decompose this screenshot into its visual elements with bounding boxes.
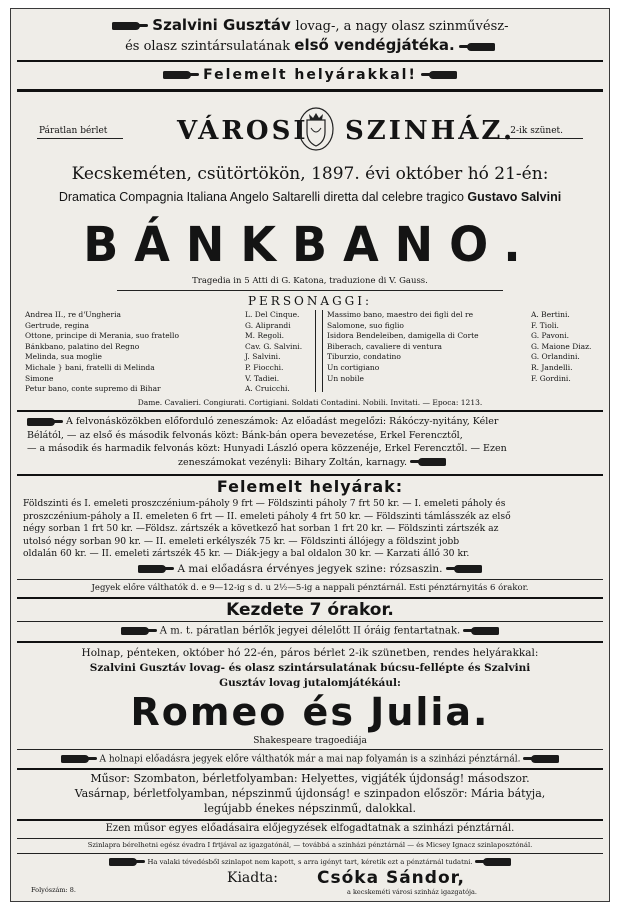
publisher-name: Csóka Sándor, bbox=[317, 868, 465, 888]
subscribers-text: A m. t. páratlan bérlők jegyei délelőtt II óráig fentartatnak. bbox=[159, 625, 461, 637]
header-name: Szalvini Gusztáv bbox=[152, 16, 291, 34]
divider bbox=[117, 290, 503, 291]
divider bbox=[17, 838, 603, 839]
cast-role: Petur bano, conte supremo di Bihar bbox=[25, 384, 161, 394]
date-line: Kecskeméten, csütörtökön, 1897. évi október hó 21-én: bbox=[71, 164, 549, 184]
tomorrow-advance bbox=[17, 753, 603, 765]
footer-line-1: Ezen műsor egyes előadásaira előjegyzések elfogadtatnak a szinházi pénztárnál. bbox=[105, 823, 515, 834]
cast-row bbox=[327, 352, 605, 363]
music-line-3: — a második és harmadik felvonás közt: Hunyadi László opera közzenéje, Erkel Ferencztől. — Ezen bbox=[27, 443, 507, 454]
tomorrow-advance-text: A holnapi előadásra jegyek előre válthatók már a mai nap folyamán is a szinházi pénztárnál. bbox=[99, 754, 521, 765]
play-subtitle: Tragedia in 5 Atti di G. Katona, traduzione di V. Gauss. bbox=[192, 276, 428, 286]
prices-banner-text: Felemelt helyárakkal! bbox=[203, 67, 417, 83]
company-text: Dramatica Compagnia Italiana Angelo Saltarelli diretta dal celebre tragico bbox=[58, 190, 464, 204]
pointing-hand-icon bbox=[523, 753, 559, 765]
divider bbox=[37, 138, 123, 139]
music-line-1 bbox=[27, 415, 597, 429]
price-line: oldalán 60 kr. — II. emeleti zártszék 45 kr. — Diák-jegy a bal oldalon 30 kr. — Karzati álló 30 kr. bbox=[23, 548, 470, 560]
ticket-color-line bbox=[17, 563, 603, 575]
company-star: Gustavo Salvini bbox=[467, 190, 562, 204]
left-note: Páratlan bérlet bbox=[39, 126, 108, 136]
cast-actor: M. Regoli. bbox=[245, 331, 285, 341]
header-line-1 bbox=[17, 16, 603, 36]
music-text-4: zeneszámokat vezényli: Bihary Zoltán, karnagy. bbox=[177, 456, 407, 468]
music-line-4 bbox=[27, 456, 597, 470]
header-line1-rest: lovag-, a nagy olasz szinművész- bbox=[295, 19, 509, 34]
cast-row bbox=[327, 321, 605, 332]
tomorrow-line-3: Gusztáv lovag jutalomjátékául: bbox=[219, 677, 401, 689]
cast-role: Bánkbano, palatino del Regno bbox=[25, 341, 140, 351]
divider bbox=[17, 597, 603, 599]
personaggi-extras: Dame. Cavalieri. Congiurati. Cortigiani. Soldati Contadini. Nobili. Invitati. — Epoca: 1213. bbox=[137, 398, 483, 407]
header-line2-bold: első vendégjátéka. bbox=[294, 36, 455, 54]
price-line: proszczénium-páholy a II. emeleten 6 frt — II. emeleti páholy 4 frt 50 kr. — Földszinti támlásszék az első bbox=[23, 510, 511, 522]
divider bbox=[17, 474, 603, 476]
pointing-hand-icon bbox=[459, 41, 495, 53]
pointing-hand-icon bbox=[112, 20, 148, 32]
cast-role: Un cortigiano bbox=[327, 362, 380, 372]
pointing-hand-icon bbox=[138, 563, 174, 575]
pointing-hand-icon bbox=[463, 625, 499, 637]
pointing-hand-icon bbox=[421, 69, 457, 81]
program-block bbox=[21, 771, 599, 816]
cast-row bbox=[327, 310, 605, 321]
tomorrow-line-1: Holnap, pénteken, október hó 22-én, páros bérlet 2-ik szünetben, rendes helyárakkal: bbox=[81, 647, 539, 659]
subscribers-line bbox=[17, 625, 603, 637]
music-line-2: Bélától, — az első és második felvonás közt: Bánk-bán opera bevezetése, Erkel Ferencztől, bbox=[27, 429, 463, 441]
cast-row bbox=[327, 363, 605, 374]
cast-role: Massimo bano, maestro dei figli del re bbox=[327, 310, 474, 319]
cast-actor: J. Salvini. bbox=[245, 352, 281, 362]
cast-actor: F. Tioli. bbox=[531, 320, 559, 330]
start-time: Kezdete 7 órakor. bbox=[226, 600, 394, 620]
cast-actor: G. Aliprandi bbox=[245, 320, 291, 330]
price-line: utolsó négy sorban 90 kr. — II. emeleti erkélyszék 75 kr. — Földszinti állójegy a földszint jobb bbox=[23, 535, 460, 547]
divider bbox=[17, 641, 603, 643]
program-line-3: legújabb énekes népszinmű, dalokkal. bbox=[204, 802, 416, 815]
cast-role: Simone bbox=[25, 373, 54, 383]
tomorrow-title: Romeo és Julia. bbox=[130, 690, 490, 734]
pointing-hand-icon bbox=[121, 625, 157, 637]
pointing-hand-icon bbox=[61, 753, 97, 765]
playbill bbox=[17, 14, 603, 896]
footer-line-2: Szinlapra bérelhetni egész évadra I frtjával az igazgatónál, — továbbá a szinházi pénztárnál — és Micsey Ignacz szinlaposztónál. bbox=[87, 841, 533, 849]
prices-block bbox=[23, 498, 599, 561]
music-text-1: A felvonásközökben előforduló zeneszámok: Az előadást megelőzi: Rákóczy-nyitány, Kéler bbox=[66, 416, 499, 427]
cast-left bbox=[25, 310, 315, 395]
cast-role: Salomone, suo figlio bbox=[327, 320, 404, 330]
cast-actor: A. Cruicchi. bbox=[245, 384, 290, 394]
cast-role: Tiburzio, condatino bbox=[327, 352, 401, 362]
personaggi-heading: PERSONAGGI: bbox=[247, 294, 373, 308]
company-line bbox=[17, 190, 603, 204]
price-line: négy sorban 1 frt 50 kr. —Földsz. zártszék a következő hat sorban 1 frt 20 kr. — Földszinti zártszék az bbox=[23, 523, 499, 535]
crest-icon bbox=[297, 106, 335, 152]
cast-row bbox=[327, 342, 605, 353]
pointing-hand-icon bbox=[163, 69, 199, 81]
cast-role: Isidora Bendeleiben, damigella di Corte bbox=[327, 331, 479, 341]
divider bbox=[17, 410, 603, 412]
cast-actor: R. Jandelli. bbox=[531, 362, 573, 372]
price-line: Földszinti és I. emeleti proszczénium-páholy 9 frt — Földszinti páholy 7 frt 50 kr. — I. emeleti páholy és bbox=[23, 498, 506, 509]
cast-actor: V. Tadiei. bbox=[245, 373, 280, 383]
right-note: 2-ik szünet. bbox=[510, 126, 563, 136]
cast-row bbox=[25, 310, 315, 321]
divider bbox=[17, 579, 603, 580]
divider bbox=[17, 89, 603, 92]
cast-role: Michale } bani, fratelli di Melinda bbox=[25, 362, 155, 372]
cast-actor: L. Del Cinque. bbox=[245, 310, 300, 319]
footer-line-3 bbox=[17, 856, 603, 868]
divider bbox=[17, 819, 603, 821]
cast-row bbox=[25, 384, 315, 395]
cast-actor: G. Orlandini. bbox=[531, 352, 580, 362]
header-line-2 bbox=[17, 36, 603, 56]
pointing-hand-icon bbox=[410, 456, 446, 468]
theatre-name-left: VÁROSI bbox=[177, 116, 309, 146]
theatre-name-right: SZINHÁZ. bbox=[345, 116, 515, 146]
cast-row bbox=[25, 342, 315, 353]
cast-actor: G. Maione Diaz. bbox=[531, 341, 592, 351]
divider bbox=[17, 768, 603, 770]
advance-sales: Jegyek előre válthatók d. e 9—12-ig s d. u 2½—5-ig a nappali pénztárnál. Esti pénztárnyitás 6 órakor. bbox=[91, 583, 529, 593]
cast-actor: P. Fiocchi. bbox=[245, 362, 284, 372]
program-line-2: Vasárnap, bérletfolyamban, népszinmű újdonság! e szinpadon először: Mária bátyja, bbox=[74, 787, 546, 800]
pointing-hand-icon bbox=[109, 856, 145, 868]
tomorrow-line-2: Szalvini Gusztáv lovag- és olasz szintársulatának búcsu-fellépte és Szalvini bbox=[89, 662, 531, 674]
playbill-frame bbox=[10, 8, 610, 902]
pointing-hand-icon bbox=[27, 416, 63, 428]
footer-line3-text: Ha valaki tévedésből szinlapot nem kapott, s arra igényt tart, kéretik ezt a pénztárnál tudatni. bbox=[147, 858, 473, 866]
divider bbox=[17, 853, 603, 854]
cast-actor: Cav. G. Salvini. bbox=[245, 341, 303, 351]
column-divider bbox=[315, 310, 323, 392]
prices-heading: Felemelt helyárak: bbox=[216, 477, 404, 496]
cast-actor: G. Pavoni. bbox=[531, 331, 570, 341]
cast-row bbox=[327, 374, 605, 385]
cast-actor: F. Gordini. bbox=[531, 373, 571, 383]
header-line2-pre: és olasz szintársulatának bbox=[125, 39, 291, 54]
cast-row bbox=[25, 363, 315, 374]
divider bbox=[17, 749, 603, 750]
publisher-label: Kiadta: bbox=[227, 870, 278, 886]
cast-row bbox=[25, 331, 315, 342]
program-line-1: Műsor: Szombaton, bérletfolyamban: Helyettes, vigjáték újdonság! másodszor. bbox=[90, 772, 530, 785]
prices-banner bbox=[17, 66, 603, 84]
cast-role: Biberach, cavaliere di ventura bbox=[327, 341, 443, 351]
pointing-hand-icon bbox=[446, 563, 482, 575]
publisher-title: a kecskeméti városi szinház igazgatója. bbox=[347, 888, 477, 896]
cast-row bbox=[327, 331, 605, 342]
cast-role: Gertrude, regina bbox=[25, 320, 89, 330]
ticket-color-text: A mai előadásra érvényes jegyek szine: rózsaszin. bbox=[177, 563, 443, 575]
cast-row bbox=[25, 321, 315, 332]
play-title: BÁNKBANO. bbox=[83, 215, 537, 273]
tomorrow-subtitle: Shakespeare tragoediája bbox=[253, 736, 367, 746]
cast-role: Melinda, sua moglie bbox=[25, 352, 102, 362]
serial-number: Folyószám: 8. bbox=[31, 886, 76, 894]
divider bbox=[17, 60, 603, 62]
cast-row bbox=[25, 352, 315, 363]
cast-actor: A. Bertini. bbox=[531, 310, 570, 319]
pointing-hand-icon bbox=[475, 856, 511, 868]
cast-right bbox=[327, 310, 605, 384]
cast-role: Ottone, principe di Merania, suo fratello bbox=[25, 331, 179, 341]
tomorrow-block bbox=[21, 646, 599, 691]
cast-row bbox=[25, 374, 315, 385]
cast-role: Andrea II., re d'Ungheria bbox=[25, 310, 121, 319]
music-block bbox=[27, 415, 597, 469]
divider bbox=[17, 621, 603, 622]
cast-role: Un nobile bbox=[327, 373, 364, 383]
